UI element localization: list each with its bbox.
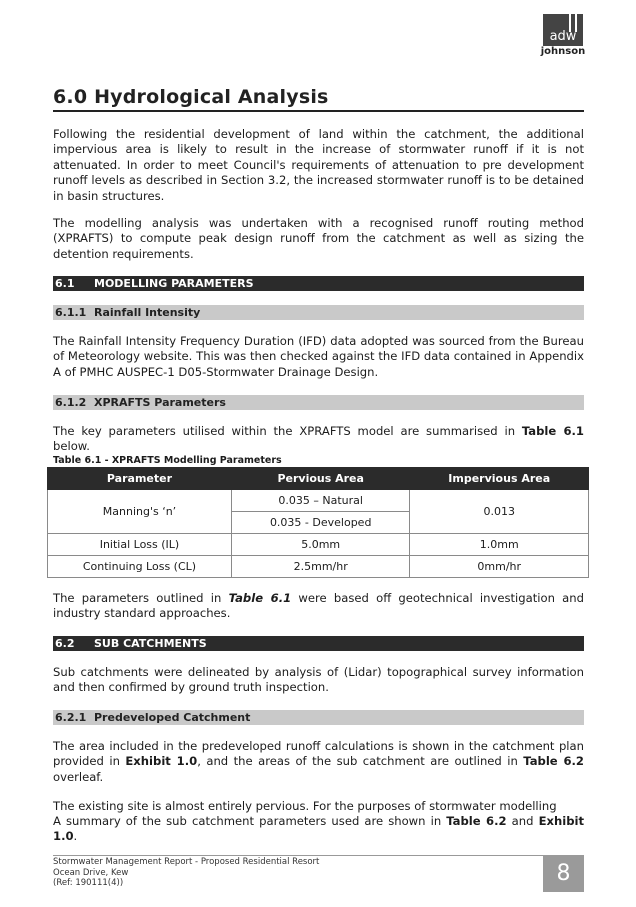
existing-site-paragraph: The existing site is almost entirely pervious. For the purposes of stormwater modelling <box>53 799 557 813</box>
section-6-1-1-header <box>53 305 584 320</box>
section-6-2-1-header <box>53 710 584 725</box>
sub-catchments-paragraph: Sub catchments were delineated by analysis of (Lidar) topographical survey information and then confirmed by ground truth inspection. <box>53 665 584 695</box>
table-cell: 1.0mm <box>410 534 589 556</box>
table-row <box>48 490 589 512</box>
section-label: MODELLING PARAMETERS <box>94 277 254 290</box>
table-header-row <box>48 468 589 490</box>
table-cell: 0.035 - Developed <box>231 512 410 534</box>
section-number: 6.2.1 <box>55 711 87 724</box>
section-6-1-2-header <box>53 395 584 410</box>
footer-text <box>53 857 319 889</box>
page-title: 6.0 Hydrological Analysis <box>53 86 329 108</box>
footer-line: (Ref: 190111(4)) <box>53 878 124 888</box>
table-caption: Table 6.1 - XPRAFTS Modelling Parameters <box>53 455 282 466</box>
title-rule <box>53 110 584 112</box>
section-number: 6.1 <box>55 277 75 290</box>
intro-paragraph-2: The modelling analysis was undertaken with a recognised runoff routing method (XPRAFTS) to compute peak design runoff from the catchment as well as sizing the detention requirements. <box>53 216 584 261</box>
rainfall-paragraph: The Rainfall Intensity Frequency Duration (IFD) data adopted was sourced from the Bureau of Meteorology website. This was then checked against the IFD data contained in Appendix A of PMHC AUSPEC-1 D05-Stormwater Drainage Design. <box>53 334 584 379</box>
section-label: XPRAFTS Parameters <box>94 396 226 409</box>
footer-line: Stormwater Management Report - Proposed Residential Resort <box>53 857 320 867</box>
table-cell: Manning's ‘n’ <box>48 490 232 534</box>
column-header: Parameter <box>48 468 232 490</box>
summary-paragraph: A summary of the sub catchment parameters used are shown in Table 6.2 and Exhibit 1.0. <box>53 814 585 844</box>
section-number: 6.1.1 <box>55 306 87 319</box>
column-header: Impervious Area <box>410 468 589 490</box>
predeveloped-paragraph: The area included in the predeveloped runoff calculations is shown in the catchment plan provided in Exhibit 1.0, and the areas of the sub catchment are outlined in Table 6.2 overleaf. <box>53 739 585 784</box>
logo-text: adw <box>549 29 577 44</box>
intro-paragraph-1: Following the residential development of land within the catchment, the additional impervious area is likely to result in the increase of stormwater runoff if it is not attenuated. In order to meet Council's requirements of attenuation to pre development runoff levels as described in Section 3.2, the increased stormwater runoff is to be detained in basin structures. <box>53 127 584 203</box>
section-number: 6.2 <box>55 637 75 650</box>
footer-rule <box>53 855 543 856</box>
table-cell: 0.013 <box>410 490 589 534</box>
section-label: Rainfall Intensity <box>94 306 201 319</box>
table-cell: 0.035 – Natural <box>231 490 410 512</box>
section-6-1-header <box>53 276 584 291</box>
table-row <box>48 534 589 556</box>
table-note-paragraph: The parameters outlined in Table 6.1 were based off geotechnical investigation and industry standard approaches. <box>53 591 584 621</box>
section-label: SUB CATCHMENTS <box>94 637 207 650</box>
page-number: 8 <box>543 855 584 892</box>
section-6-2-header <box>53 636 584 651</box>
column-header: Pervious Area <box>231 468 410 490</box>
logo-name: johnson <box>540 46 586 57</box>
table-cell: 2.5mm/hr <box>231 556 410 578</box>
parameters-table <box>47 467 589 578</box>
section-label: Predeveloped Catchment <box>94 711 251 724</box>
table-cell: Initial Loss (IL) <box>48 534 232 556</box>
table-cell: Continuing Loss (CL) <box>48 556 232 578</box>
table-cell: 5.0mm <box>231 534 410 556</box>
footer-line: Ocean Drive, Kew <box>53 867 129 878</box>
table-row <box>48 556 589 578</box>
xprafts-paragraph: The key parameters utilised within the XPRAFTS model are summarised in Table 6.1 below. <box>53 424 584 454</box>
section-number: 6.1.2 <box>55 396 87 409</box>
table-cell: 0mm/hr <box>410 556 589 578</box>
